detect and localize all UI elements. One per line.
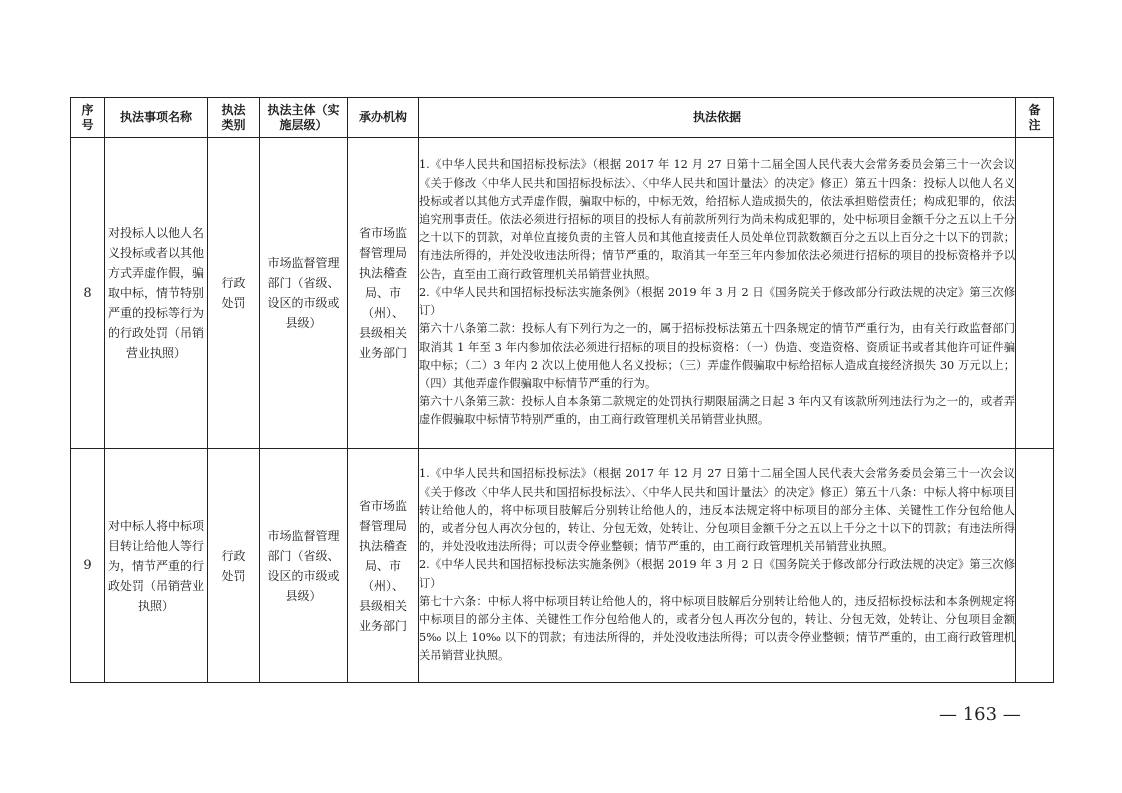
row-name: 对投标人以他人名义投标或者以其他方式弄虚作假，骗取中标，情节特别严重的投标等行为的行政处罚（吊销营业执照） [105, 138, 208, 449]
header-name: 执法事项名称 [105, 98, 208, 138]
row-org: 省市场监督管理局执法稽查局、市（州）、县级相关业务部门 [348, 449, 419, 683]
header-category: 执法类别 [208, 98, 260, 138]
row-subject: 市场监督管理部门（省级、设区的市级或县级） [260, 138, 348, 449]
table-row [71, 138, 1054, 449]
row-seq: 9 [71, 449, 105, 683]
row-category: 行政处罚 [208, 449, 260, 683]
header-subject: 执法主体（实施层级） [260, 98, 348, 138]
basis-paragraph: 第七十六条：中标人将中标项目转让给他人的，将中标项目肢解后分别转让给他人的，违反招标投标法和本条例规定将中标项目的部分主体、关键性工作分包给他人的，或者分包人再次分包的，转让、分包无效，处转让、分包项目金额 5‰ 以上 10‰ 以下的罚款；有违法所得的，并处没收违法所得；可以责令停业整顿；情节严重的，由工商行政管理机关吊销营业执照。 [419, 594, 1015, 663]
table-row [71, 449, 1054, 683]
header-remark: 备注 [1016, 98, 1054, 138]
basis-paragraph: 第六十八条第二款：投标人有下列行为之一的，属于招标投标法第五十四条规定的情节严重行为，由有关行政监督部门取消其 1 年至 3 年内参加依法必须进行招标的项目的投标资格：（一）伪造、变造资格、资质证书或者其他许可证件骗取中标；（二）3 年内 2 次以上使用他人名义投标；（三）弄虚作假骗取中标给招标人造成直接经济损失 30 万元以上；（四）其他弄虚作假骗取中标情节严重的行为。 [419, 322, 1015, 390]
basis-paragraph: 2.《中华人民共和国招标投标法实施条例》（根据 2019 年 3 月 2 日《国务院关于修改部分行政法规的决定》第三次修订） [419, 558, 1015, 590]
row-org: 省市场监督管理局执法稽查局、市（州）、县级相关业务部门 [348, 138, 419, 449]
page-number: — 163 — [939, 704, 1021, 725]
row-basis [419, 449, 1016, 683]
basis-paragraph: 1.《中华人民共和国招标投标法》（根据 2017 年 12 月 27 日第十二届全国人民代表大会常务委员会第三十一次会议《关于修改〈中华人民共和国招标投标法〉、〈中华人民共和国计量法〉的决定》修正）第五十四条：投标人以他人名义投标或者以其他方式弄虚作假，骗取中标的，中标无效，给招标人造成损失的，依法承担赔偿责任；构成犯罪的，依法追究刑事责任。依法必须进行招标的项目的投标人有前款所列行为尚未构成犯罪的，处中标项目金额千分之五以上千分之十以下的罚款，对单位直接负责的主管人员和其他直接责任人员处单位罚款数额百分之五以上百分之十以下的罚款；有违法所得的，并处没收违法所得；情节严重的，取消其一年至三年内参加依法必须进行招标的项目的投标资格并予以公告，直至由工商行政管理机关吊销营业执照。 [419, 158, 1015, 281]
row-category: 行政处罚 [208, 138, 260, 449]
row-basis [419, 138, 1016, 449]
row-subject: 市场监督管理部门（省级、设区的市级或县级） [260, 449, 348, 683]
basis-paragraph: 1.《中华人民共和国招标投标法》（根据 2017 年 12 月 27 日第十二届全国人民代表大会常务委员会第三十一次会议《关于修改〈中华人民共和国招标投标法〉、〈中华人民共和国计量法〉的决定》修正）第五十八条：中标人将中标项目转让给他人的，将中标项目肢解后分别转让给他人的，违反本法规定将中标项目的部分主体、关键性工作分包给他人的，或者分包人再次分包的，转让、分包无效，处转让、分包项目金额千分之五以上千分之十以下的罚款；有违法所得的，并处没收违法所得；可以责令停业整顿；情节严重的，由工商行政管理机关吊销营业执照。 [419, 467, 1015, 554]
basis-paragraph: 2.《中华人民共和国招标投标法实施条例》（根据 2019 年 3 月 2 日《国务院关于修改部分行政法规的决定》第三次修订） [419, 285, 1015, 318]
header-org: 承办机构 [348, 98, 419, 138]
header-row [71, 98, 1054, 138]
row-name: 对中标人将中标项目转让给他人等行为，情节严重的行政处罚（吊销营业执照） [105, 449, 208, 683]
row-remark [1016, 449, 1054, 683]
row-remark [1016, 138, 1054, 449]
row-seq: 8 [71, 138, 105, 449]
header-basis: 执法依据 [419, 98, 1016, 138]
basis-paragraph: 第六十八条第三款：投标人自本条第二款规定的处罚执行期限届满之日起 3 年内又有该款所列违法行为之一的，或者弄虚作假骗取中标情节特别严重的，由工商行政管理机关吊销营业执照。 [419, 395, 1015, 427]
enforcement-table [70, 97, 1054, 683]
header-seq: 序号 [71, 98, 105, 138]
